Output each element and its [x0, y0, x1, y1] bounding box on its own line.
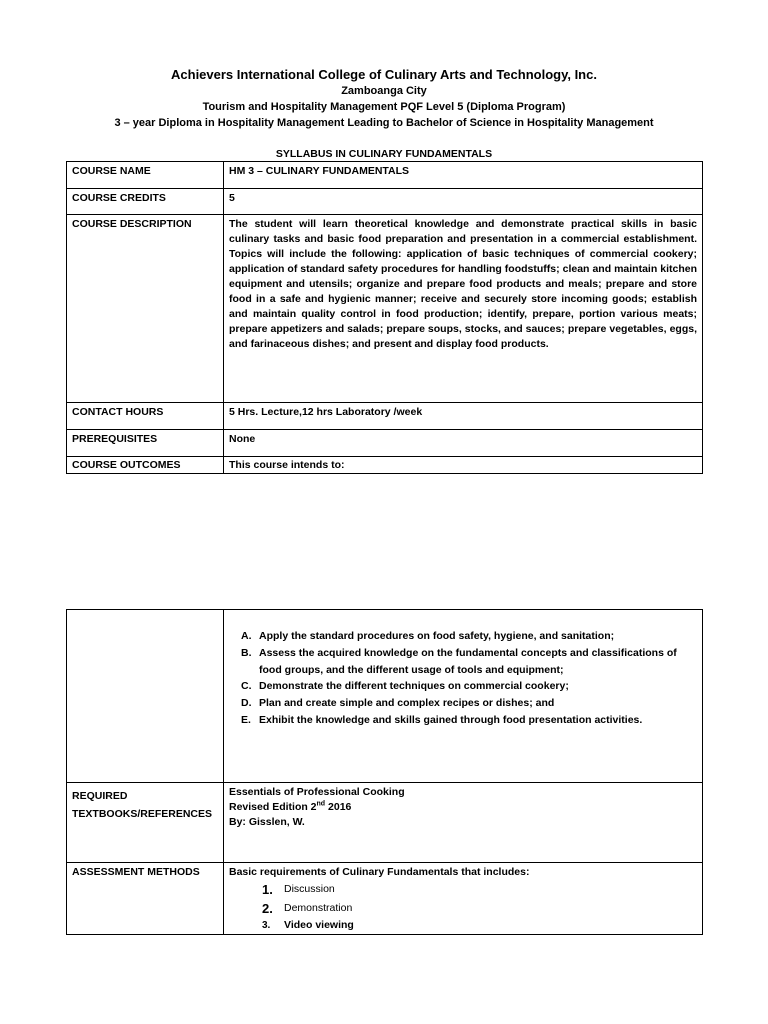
- course-name-value: HM 3 – CULINARY FUNDAMENTALS: [224, 162, 703, 189]
- reference-author: By: Gisslen, W.: [229, 816, 305, 828]
- outcomes-list-label-cell: [67, 610, 224, 783]
- reference-title: Essentials of Professional Cooking: [229, 786, 405, 798]
- list-marker: E.: [241, 713, 251, 726]
- assessment-list: [229, 880, 697, 933]
- outcomes-list: [229, 628, 697, 729]
- syllabus-title: SYLLABUS IN CULINARY FUNDAMENTALS: [275, 148, 493, 160]
- list-item: [241, 695, 697, 712]
- reference-edition: Revised Edition 2nd 2016: [229, 800, 352, 813]
- course-outcomes-row: [67, 457, 703, 474]
- course-description-row: [67, 215, 703, 403]
- list-item: [262, 899, 697, 918]
- list-text: Demonstrate the different techniques on commercial cookery;: [259, 680, 569, 693]
- course-description-label: COURSE DESCRIPTION: [67, 215, 224, 403]
- college-city: Zamboanga City: [341, 85, 427, 97]
- course-name-row: [67, 162, 703, 189]
- list-item: [241, 712, 697, 729]
- list-text: Exhibit the knowledge and skills gained through food presentation activities.: [259, 713, 643, 726]
- program-name: Tourism and Hospitality Management PQF Level 5 (Diploma Program): [202, 101, 566, 113]
- list-text: Apply the standard procedures on food safety, hygiene, and sanitation;: [259, 630, 615, 642]
- course-credits-value: 5: [224, 189, 703, 215]
- list-marker: D.: [241, 697, 252, 710]
- list-item: [241, 628, 697, 645]
- references-label-line2: TEXTBOOKS/REFERENCES: [72, 808, 213, 820]
- course-outcomes-label: COURSE OUTCOMES: [67, 457, 224, 474]
- list-item: [262, 918, 697, 933]
- list-text: Assess the acquired knowledge on the fundamental concepts and classifications of food groups, and the different usage of tools and equipment;: [259, 646, 677, 676]
- outcomes-list-cell: [224, 610, 703, 783]
- assessment-label: ASSESSMENT METHODS: [67, 863, 224, 935]
- list-text: Discussion: [284, 883, 335, 895]
- list-text: Plan and create simple and complex recipes or dishes; and: [259, 697, 555, 710]
- assessment-row: [67, 863, 703, 935]
- assessment-value: [224, 863, 703, 935]
- course-outcomes-intro: This course intends to:: [224, 457, 703, 474]
- list-text: Demonstration: [284, 902, 353, 914]
- references-label-line1: REQUIRED: [72, 790, 128, 802]
- list-item: [262, 880, 697, 899]
- list-marker: 2.: [262, 901, 273, 916]
- diploma-description: 3 – year Diploma in Hospitality Management Leading to Bachelor of Science in Hospitality Management: [114, 117, 654, 129]
- course-credits-label: COURSE CREDITS: [67, 189, 224, 215]
- course-name-label: COURSE NAME: [67, 162, 224, 189]
- list-marker: A.: [241, 630, 252, 642]
- references-value: [224, 783, 703, 863]
- contact-hours-value: 5 Hrs. Lecture,12 hrs Laboratory /week: [224, 403, 703, 430]
- list-item: [241, 645, 697, 679]
- references-label: [67, 783, 224, 863]
- outcomes-list-row: [67, 610, 703, 783]
- prerequisites-label: PREREQUISITES: [67, 430, 224, 457]
- prerequisites-value: None: [224, 430, 703, 457]
- list-text: Video viewing: [284, 919, 354, 931]
- course-description-value: The student will learn theoretical knowledge and demonstrate practical skills in basic culinary tasks and basic food preparation and presentation in a commercial establishment. Topics will include the following: application of basic techniques of commercial cookery; application of standard safety procedures for handling foodstuffs; clean and maintain kitchen equipment and utensils; organize and prepare food products and meals; prepare and store food in a safe and hygienic manner; receive and securely store incoming goods; establish and maintain quality control in food production; identify, prepare, portion various meats; prepare appetizers and salads; prepare soups, stocks, and sauces; prepare vegetables, eggs, and farinaceous dishes; and present and display food products.: [224, 215, 703, 403]
- college-name: Achievers International College of Culinary Arts and Technology, Inc.: [171, 67, 597, 82]
- prerequisites-row: [67, 430, 703, 457]
- references-row: [67, 783, 703, 863]
- list-marker: 3.: [262, 920, 271, 931]
- list-marker: C.: [241, 680, 252, 693]
- list-marker: B.: [241, 646, 252, 659]
- course-credits-row: [67, 189, 703, 215]
- contact-hours-label: CONTACT HOURS: [67, 403, 224, 430]
- contact-hours-row: [67, 403, 703, 430]
- syllabus-table-bottom: [66, 609, 703, 935]
- list-marker: 1.: [262, 882, 273, 897]
- list-item: [241, 678, 697, 695]
- syllabus-table-top: [66, 161, 703, 474]
- assessment-intro: Basic requirements of Culinary Fundamentals that includes:: [229, 866, 530, 878]
